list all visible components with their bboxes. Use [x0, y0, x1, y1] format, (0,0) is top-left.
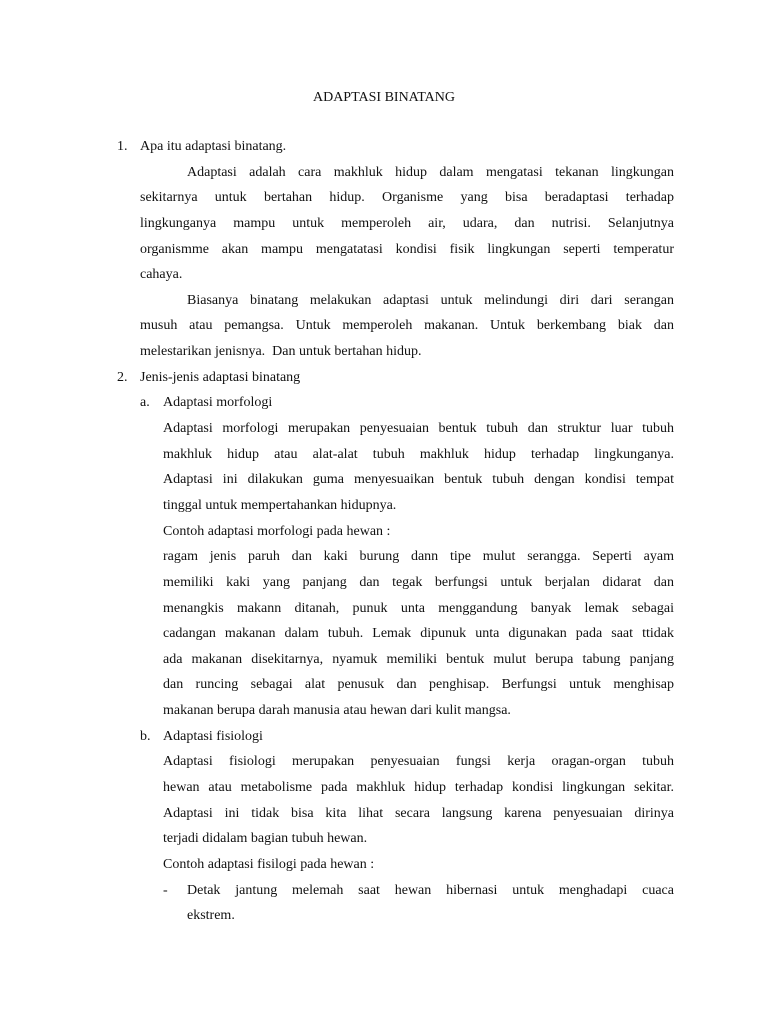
paragraph-line: hewan atau metabolisme pada makhluk hidup terhadap kondisi lingkungan sekitar. — [163, 780, 674, 796]
document-title: ADAPTASI BINATANG — [312, 90, 456, 105]
heading-text: Jenis-jenis adaptasi binatang — [140, 369, 301, 385]
subsection-b-heading — [0, 727, 768, 753]
subsection-b-example-heading — [0, 855, 768, 881]
list-marker: a. — [140, 395, 150, 411]
paragraph-line: ragam jenis paruh dan kaki burung dann tipe mulut serangga. Seperti ayam — [163, 549, 674, 565]
subsection-a-heading — [0, 393, 768, 419]
heading-text: Adaptasi fisiologi — [163, 728, 263, 744]
paragraph-line: ekstrem. — [187, 908, 235, 924]
bullet-marker: - — [163, 882, 168, 898]
subsection-a-example-heading — [0, 522, 768, 548]
paragraph-line: lingkunganya mampu untuk memperoleh air, udara, dan nutrisi. Selanjutnya — [140, 215, 674, 231]
paragraph-line: Adaptasi fisiologi merupakan penyesuaian fungsi kerja oragan-organ tubuh — [163, 754, 674, 770]
paragraph-line: makanan berupa darah manusia atau hewan dari kulit mangsa. — [163, 703, 511, 719]
example-heading: Contoh adaptasi fisilogi pada hewan : — [163, 856, 375, 872]
paragraph-line: sekitarnya untuk bertahan hidup. Organisme yang bisa beradaptasi terhadap — [140, 190, 674, 206]
paragraph-line: Adaptasi ini dilakukan guma menyesuaikan bentuk tubuh dengan kondisi tempat — [163, 472, 674, 488]
paragraph-line: melestarikan jenisnya. Dan untuk bertahan hidup. — [140, 344, 422, 360]
list-marker: 2. — [117, 369, 128, 385]
list-marker: 1. — [117, 139, 128, 154]
paragraph-line: cahaya. — [140, 267, 183, 283]
paragraph-line: dan runcing sebagai alat penusuk dan penghisap. Berfungsi untuk menghisap — [163, 677, 674, 693]
paragraph-line: Detak jantung melemah saat hewan hibernasi untuk menghadapi cuaca — [187, 882, 674, 898]
paragraph-line: cadangan makanan dalam tubuh. Lemak dipunuk unta digunakan pada saat ttidak — [163, 626, 674, 642]
paragraph-line: terjadi didalam bagian tubuh hewan. — [163, 831, 368, 847]
paragraph-line: menangkis makann ditanah, punuk unta menggandung banyak lemak sebagai — [163, 600, 674, 616]
subsection-b-paragraph — [0, 752, 768, 855]
paragraph-line: tinggal untuk mempertahankan hidupnya. — [163, 497, 397, 513]
paragraph-line: musuh atau pemangsa. Untuk memperoleh makanan. Untuk berkembang biak dan — [140, 318, 674, 334]
paragraph-line: ada makanan disekitarnya, nyamuk memiliki bentuk mulut berupa tabung panjang — [163, 651, 674, 667]
subsection-a-example — [0, 547, 768, 726]
example-heading: Contoh adaptasi morfologi pada hewan : — [163, 523, 391, 539]
subsection-b-bullet-item — [0, 881, 768, 932]
paragraph-line: Biasanya binatang melakukan adaptasi untuk melindungi diri dari serangan — [187, 292, 674, 308]
paragraph-line: memiliki kaki yang panjang dan tegak berfungsi untuk berjalan didarat dan — [163, 574, 674, 590]
subsection-a-paragraph — [0, 419, 768, 522]
heading-text: Adaptasi morfologi — [163, 395, 273, 411]
list-marker: b. — [140, 728, 151, 744]
paragraph-line: organismme akan mampu mengatatasi kondisi fisik lingkungan seperti temperatur — [140, 241, 674, 257]
section-2-heading — [0, 368, 768, 394]
paragraph-line: Adaptasi adalah cara makhluk hidup dalam mengatasi tekanan lingkungan — [187, 164, 674, 180]
heading-text: Apa itu adaptasi binatang. — [140, 139, 287, 154]
section-1-paragraph-2 — [0, 291, 768, 368]
document-body — [0, 137, 768, 932]
paragraph-line: Adaptasi morfologi merupakan penyesuaian bentuk tubuh dan struktur luar tubuh — [163, 421, 674, 437]
section-1-paragraph-1 — [0, 163, 768, 291]
section-1-heading — [0, 137, 768, 163]
paragraph-line: Adaptasi ini tidak bisa kita lihat secara langsung karena penyesuaian dirinya — [163, 805, 674, 821]
paragraph-line: makhluk hidup atau alat-alat tubuh makhluk hidup terhadap lingkunganya. — [163, 446, 674, 462]
